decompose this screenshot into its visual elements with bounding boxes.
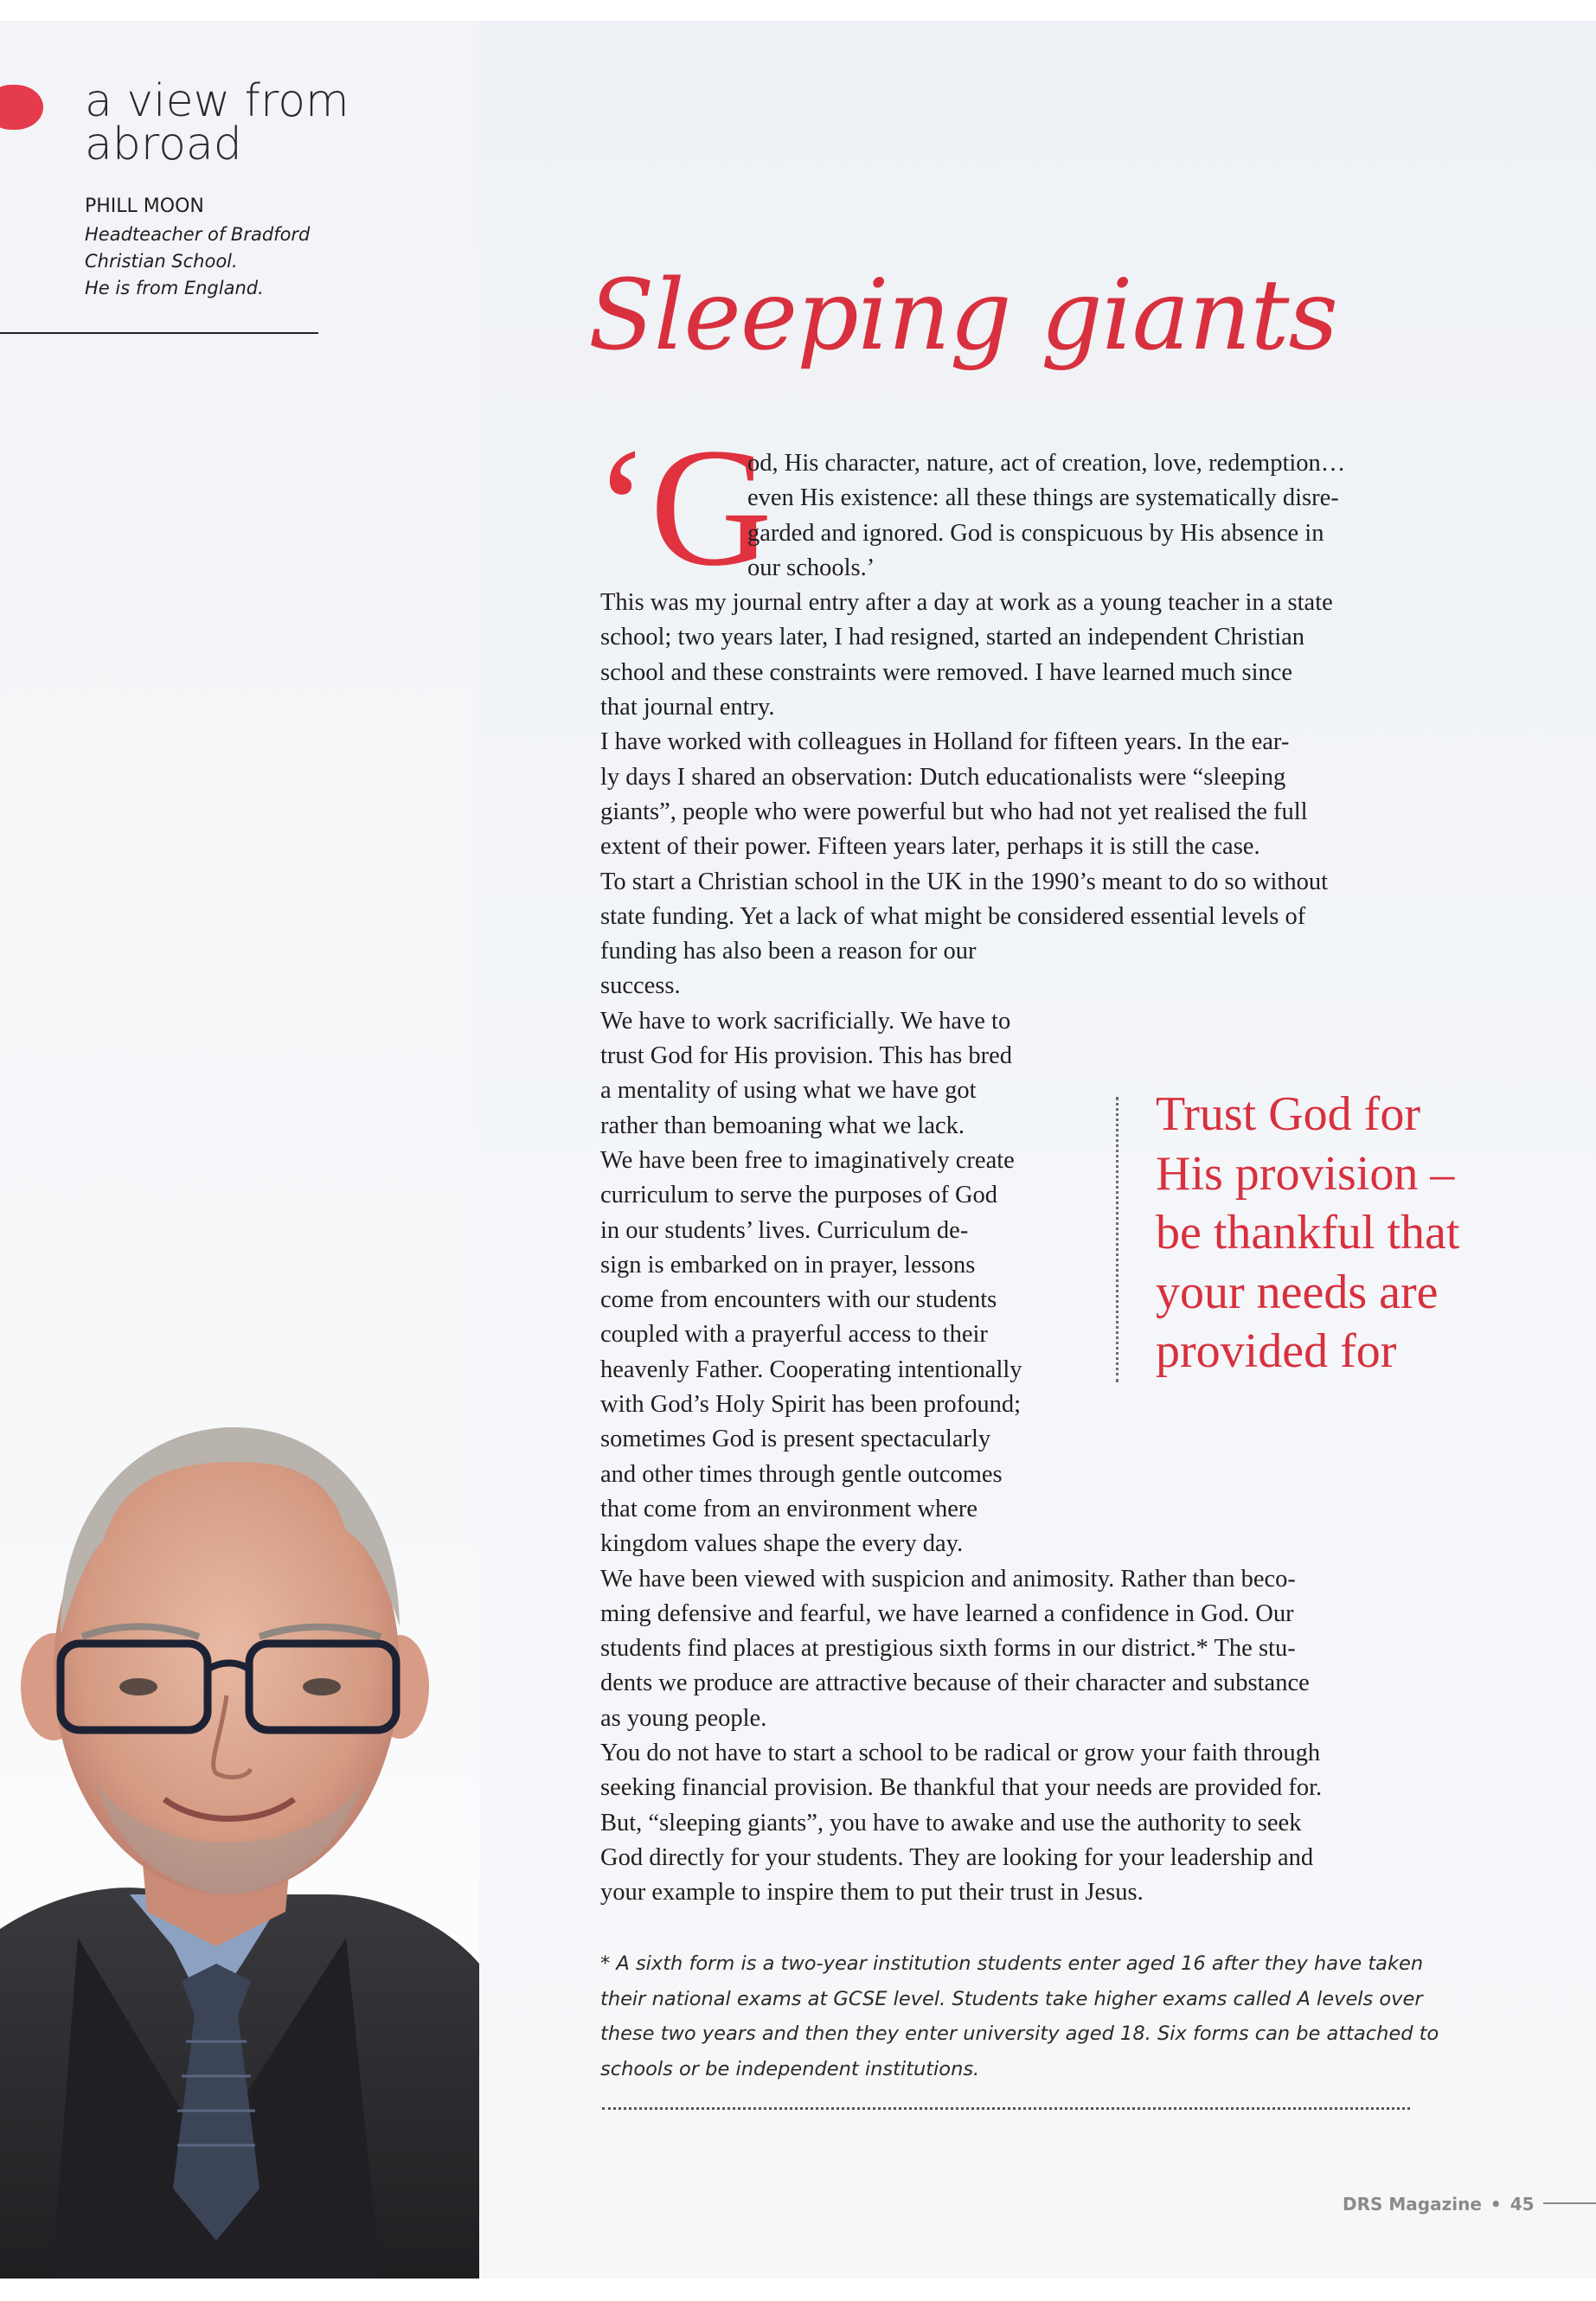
article-line: even His existence: all these things are systematically disre-	[747, 484, 1339, 512]
article-headline: Sleeping giants	[588, 260, 1337, 372]
magazine-name: DRS Magazine	[1343, 2194, 1482, 2214]
pull-quote	[1156, 1085, 1528, 1381]
article-line: trust God for His provision. This has bred	[600, 1042, 1013, 1070]
author-bio-line: Headteacher of Bradford	[85, 224, 311, 245]
article-line: school; two years later, I had resigned, started an independent Christian	[600, 624, 1305, 651]
footnote-line: schools or be independent institutions.	[600, 2057, 980, 2080]
article-line: school and these constraints were removed. I have learned much since	[600, 658, 1293, 686]
article-line: I have worked with colleagues in Holland for fifteen years. In the ear-	[600, 728, 1290, 756]
section-title-line: a view from	[85, 75, 349, 127]
article-line: as young people.	[600, 1704, 767, 1732]
article-line: a mentality of using what we have got	[600, 1077, 977, 1105]
article-line: sign is embarked on in prayer, lessons	[600, 1251, 976, 1279]
article-line: But, “sleeping giants”, you have to awake and use the authority to seek	[600, 1809, 1302, 1836]
article-line: ming defensive and fearful, we have learned a confidence in God. Our	[600, 1599, 1294, 1627]
article-line: students find places at prestigious sixth forms in our district.* The stu-	[600, 1635, 1296, 1663]
article-line: with God’s Holy Spirit has been profound;	[600, 1391, 1022, 1419]
article-line: and other times through gentle outcomes	[600, 1460, 1003, 1488]
author-portrait	[0, 1410, 479, 2279]
article-line: funding has also been a reason for our	[600, 938, 977, 965]
author-bio-line: He is from England.	[85, 278, 264, 298]
article-line: seeking financial provision. Be thankful that your needs are provided for.	[600, 1774, 1323, 1802]
article-line: heavenly Father. Cooperating intentionally	[600, 1356, 1022, 1383]
footnote-line: their national exams at GCSE level. Students take higher exams called A levels over	[600, 1987, 1423, 2010]
author-bio	[85, 221, 344, 302]
divider	[0, 332, 318, 334]
article-line: You do not have to start a school to be radical or grow your faith through	[600, 1739, 1321, 1766]
article-line: garded and ignored. God is conspicuous by His absence in	[747, 519, 1324, 547]
article-line: giants”, people who were powerful but who had not yet realised the full	[600, 798, 1308, 825]
article-line: ly days I shared an observation: Dutch educationalists were “sleeping	[600, 763, 1286, 791]
article-line: that journal entry.	[600, 694, 775, 721]
footnote	[600, 1946, 1439, 2086]
pull-quote-line: be thankful that	[1156, 1206, 1460, 1259]
article-line: We have been free to imaginatively create	[600, 1146, 1015, 1174]
article-line: God directly for your students. They are looking for your leadership and	[600, 1843, 1314, 1871]
pull-quote-line: provided for	[1156, 1324, 1397, 1378]
author-bio-line: Christian School.	[85, 251, 238, 272]
drop-cap: ‘G	[593, 413, 772, 601]
section-title-line: abroad	[85, 119, 242, 170]
article-line: our schools.’	[747, 554, 875, 581]
pull-quote-line: His provision –	[1156, 1146, 1455, 1201]
article-line: in our students’ lives. Curriculum de-	[600, 1216, 969, 1244]
article-line: od, His character, nature, act of creation, love, redemption…	[747, 450, 1346, 477]
article-line: sometimes God is present spectacularly	[600, 1426, 991, 1453]
article-line: We have been viewed with suspicion and animosity. Rather than beco-	[600, 1565, 1296, 1593]
footnote-line: these two years and then they enter university aged 18. Six forms can be attached to	[600, 2022, 1439, 2045]
article-line: rather than bemoaning what we lack.	[600, 1112, 965, 1139]
folio-rule	[1543, 2202, 1596, 2204]
article-line: come from encounters with our students	[600, 1286, 997, 1314]
article-line: curriculum to serve the purposes of God	[600, 1182, 998, 1209]
article-line: kingdom values shape the every day.	[600, 1530, 964, 1558]
pullquote-divider	[1116, 1097, 1118, 1382]
article-line: that come from an environment where	[600, 1495, 978, 1522]
author-name: PHILL MOON	[85, 195, 204, 217]
article-line: coupled with a prayerful access to their	[600, 1321, 988, 1349]
section-title	[85, 75, 349, 170]
pull-quote-line: your needs are	[1156, 1265, 1439, 1319]
pull-quote-line: Trust God for	[1156, 1087, 1420, 1141]
article-line: your example to inspire them to put their trust in Jesus.	[600, 1879, 1144, 1907]
article-line: dents we produce are attractive because of their character and substance	[600, 1670, 1310, 1697]
article-line: extent of their power. Fifteen years later, perhaps it is still the case.	[600, 833, 1260, 861]
page-folio	[1343, 2194, 1535, 2214]
footnote-line: * A sixth form is a two-year institution students enter aged 16 after they have taken	[600, 1952, 1424, 1975]
article-line: This was my journal entry after a day at work as a young teacher in a state	[600, 589, 1333, 617]
folio-separator: •	[1490, 2194, 1502, 2214]
article-line: success.	[600, 972, 681, 1000]
footnote-divider	[602, 2107, 1410, 2110]
article-line: state funding. Yet a lack of what might be considered essential levels of	[600, 902, 1306, 930]
page-number: 45	[1509, 2194, 1535, 2214]
article-line: We have to work sacrificially. We have to	[600, 1007, 1011, 1035]
article-line: To start a Christian school in the UK in the 1990’s meant to do so without	[600, 868, 1329, 895]
